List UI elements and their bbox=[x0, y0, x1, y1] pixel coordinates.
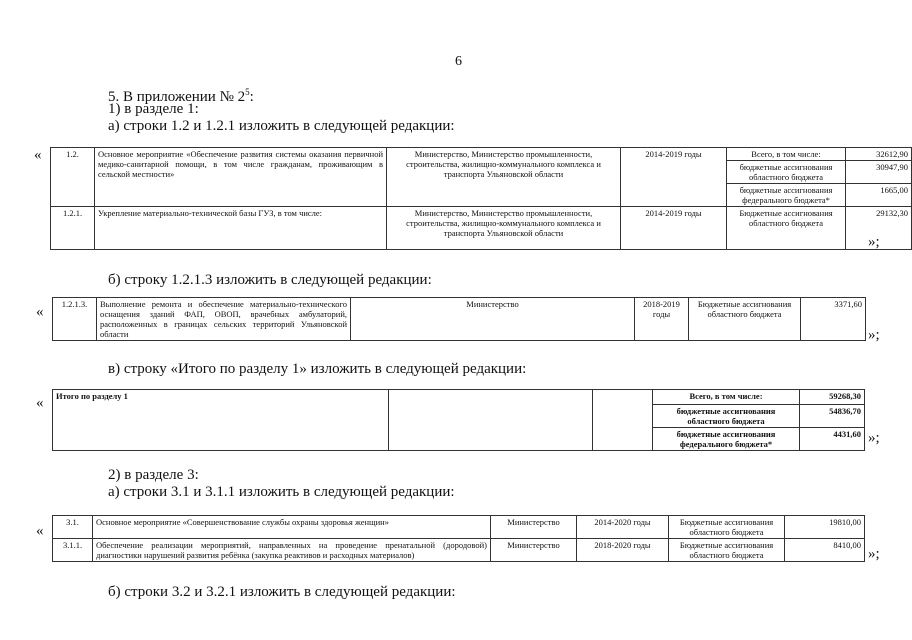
row-name: Основное мероприятие «Обеспечение развития системы оказания первичной медико-санитарной помощи, в том числе гражданам, проживающим в сельской местности» bbox=[95, 148, 387, 207]
funding-source: бюджетные ассигнования областного бюджета bbox=[727, 161, 846, 184]
row-name: Обеспечение реализации мероприятий, направленных на проведение пренатальной (дородовой) диагностики нарушений развития ребёнка (закупка реактивов и расходных материалов) bbox=[93, 539, 491, 562]
funding-value: 19810,00 bbox=[785, 516, 865, 539]
table-row bbox=[53, 298, 866, 341]
row-name: Выполнение ремонта и обеспечение материально-технического оснащения зданий ФАП, ОВОП, врачебных амбулаторий, расположенных в границах сельских территорий Ульяновской области bbox=[97, 298, 351, 341]
table-rows-1-2 bbox=[50, 147, 912, 250]
funding-source: Бюджетные ассигнования областного бюджета bbox=[669, 539, 785, 562]
row-number: 1.2.1.3. bbox=[53, 298, 97, 341]
close-quote: »; bbox=[868, 234, 880, 250]
row-number: 3.1.1. bbox=[53, 539, 93, 562]
total-label: Итого по разделу 1 bbox=[53, 390, 389, 451]
item5-heading-colon: : bbox=[249, 89, 254, 105]
section1-item-c: в) строку «Итого по разделу 1» изложить в следующей редакции: bbox=[108, 361, 527, 377]
row-years: 2018-2019 годы bbox=[635, 298, 689, 341]
row-years: 2014-2020 годы bbox=[577, 516, 669, 539]
funding-source: бюджетные ассигнования федерального бюджета* bbox=[727, 184, 846, 207]
row-years: 2018-2020 годы bbox=[577, 539, 669, 562]
row-executor: Министерство, Министерство промышленности, строительства, жилищно-коммунального комплекса и транспорта Ульяновской области bbox=[387, 148, 621, 207]
funding-source: бюджетные ассигнования федерального бюджета* bbox=[653, 428, 800, 451]
funding-value: 3371,60 bbox=[801, 298, 866, 341]
section3-heading: 2) в разделе 3: bbox=[108, 467, 199, 483]
row-years: 2014-2019 годы bbox=[621, 148, 727, 207]
item5-heading-text: 5. В приложении № 2 bbox=[108, 89, 246, 105]
empty-cell bbox=[389, 390, 593, 451]
row-number: 3.1. bbox=[53, 516, 93, 539]
section3-item-a: а) строки 3.1 и 3.1.1 изложить в следующей редакции: bbox=[108, 484, 455, 500]
table-row bbox=[53, 390, 865, 405]
close-quote: »; bbox=[868, 430, 880, 446]
table-row bbox=[51, 207, 912, 250]
funding-source: Бюджетные ассигнования областного бюджета bbox=[727, 207, 846, 250]
table-row bbox=[51, 148, 912, 161]
close-quote: »; bbox=[868, 546, 880, 562]
table-row-1-2-1-3 bbox=[52, 297, 866, 341]
page-number: 6 bbox=[455, 54, 462, 69]
open-quote: « bbox=[36, 395, 44, 411]
funding-value: 30947,90 bbox=[846, 161, 912, 184]
item5-heading-sup: 5 bbox=[245, 87, 250, 97]
table-total-section-1 bbox=[52, 389, 865, 451]
funding-source: Бюджетные ассигнования областного бюджета bbox=[689, 298, 801, 341]
section1-item-a: а) строки 1.2 и 1.2.1 изложить в следующей редакции: bbox=[108, 118, 455, 134]
section3-item-b: б) строки 3.2 и 3.2.1 изложить в следующей редакции: bbox=[108, 584, 456, 600]
open-quote: « bbox=[34, 147, 42, 163]
funding-source: бюджетные ассигнования областного бюджета bbox=[653, 405, 800, 428]
row-years: 2014-2019 годы bbox=[621, 207, 727, 250]
row-name: Основное мероприятие «Совершенствование службы охраны здоровья женщин» bbox=[93, 516, 491, 539]
funding-source: Всего, в том числе: bbox=[653, 390, 800, 405]
open-quote: « bbox=[36, 304, 44, 320]
funding-value: 4431,60 bbox=[800, 428, 865, 451]
funding-value: 8410,00 bbox=[785, 539, 865, 562]
row-executor: Министерство bbox=[491, 516, 577, 539]
row-executor: Министерство bbox=[491, 539, 577, 562]
open-quote: « bbox=[36, 523, 44, 539]
section1-item-b: б) строку 1.2.1.3 изложить в следующей редакции: bbox=[108, 272, 432, 288]
row-executor: Министерство, Министерство промышленности, строительства, жилищно-коммунального комплекса и транспорта Ульяновской области bbox=[387, 207, 621, 250]
funding-value: 59268,30 bbox=[800, 390, 865, 405]
funding-value: 54836,70 bbox=[800, 405, 865, 428]
row-executor: Министерство bbox=[351, 298, 635, 341]
close-quote: »; bbox=[868, 327, 880, 343]
table-rows-3-1 bbox=[52, 515, 865, 562]
funding-source: Всего, в том числе: bbox=[727, 148, 846, 161]
funding-source: Бюджетные ассигнования областного бюджета bbox=[669, 516, 785, 539]
funding-value: 32612,90 bbox=[846, 148, 912, 161]
table-row bbox=[53, 539, 865, 562]
row-name: Укрепление материально-технической базы ГУЗ, в том числе: bbox=[95, 207, 387, 250]
row-number: 1.2. bbox=[51, 148, 95, 207]
row-number: 1.2.1. bbox=[51, 207, 95, 250]
funding-value: 1665,00 bbox=[846, 184, 912, 207]
section1-heading: 1) в разделе 1: bbox=[108, 101, 199, 117]
empty-cell bbox=[593, 390, 653, 451]
funding-value: 29132,30 bbox=[846, 207, 912, 250]
table-row bbox=[53, 516, 865, 539]
